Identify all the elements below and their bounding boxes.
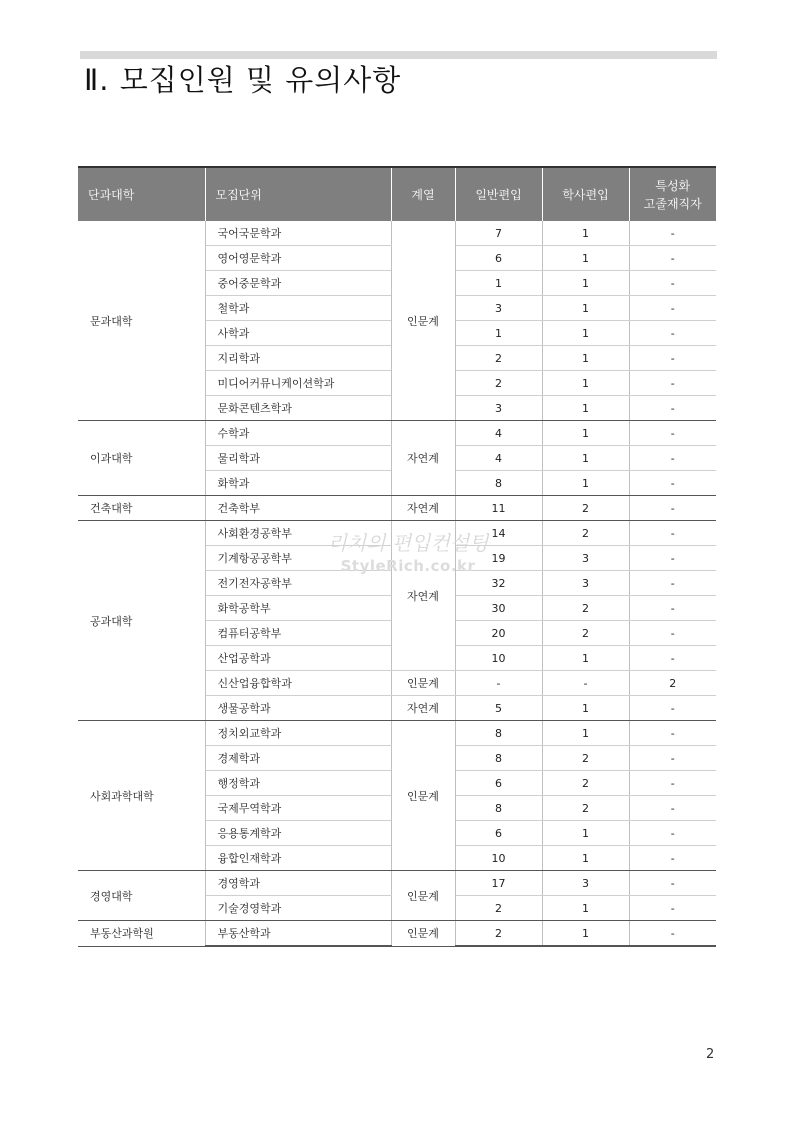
bachelor-count-cell: 2 (542, 496, 629, 521)
general-count-cell: 2 (455, 896, 542, 921)
table-row (78, 521, 716, 546)
special-count-cell: - (629, 446, 716, 471)
general-count-cell: 6 (455, 246, 542, 271)
category-cell: 자연계 (391, 696, 455, 721)
bachelor-count-cell: 1 (542, 646, 629, 671)
unit-cell: 문화콘텐츠학과 (205, 396, 391, 421)
bachelor-count-cell: 2 (542, 746, 629, 771)
header-special (629, 167, 716, 221)
college-cell: 공과대학 (78, 521, 205, 721)
unit-cell: 부동산학과 (205, 921, 391, 947)
unit-cell: 미디어커뮤니케이션학과 (205, 371, 391, 396)
college-cell: 이과대학 (78, 421, 205, 496)
general-count-cell: 1 (455, 321, 542, 346)
watermark-line1: 리치의 편입컨설팅 (327, 531, 489, 555)
general-count-cell: 8 (455, 746, 542, 771)
college-cell: 경영대학 (78, 871, 205, 921)
bachelor-count-cell: 1 (542, 696, 629, 721)
unit-cell: 경제학과 (205, 746, 391, 771)
unit-cell: 응용통계학과 (205, 821, 391, 846)
special-count-cell: - (629, 821, 716, 846)
special-count-cell: - (629, 721, 716, 746)
unit-cell: 융합인재학과 (205, 846, 391, 871)
college-cell: 부동산과학원 (78, 921, 205, 947)
special-count-cell: - (629, 296, 716, 321)
recruitment-table (78, 166, 716, 947)
header-special-line1: 특성화 (655, 178, 691, 193)
top-divider-bar (80, 51, 717, 59)
general-count-cell: 30 (455, 596, 542, 621)
category-cell: 자연계 (391, 421, 455, 496)
general-count-cell: - (455, 671, 542, 696)
unit-cell: 중어중문학과 (205, 271, 391, 296)
special-count-cell: - (629, 746, 716, 771)
table-row (78, 921, 716, 947)
special-count-cell: - (629, 471, 716, 496)
unit-cell: 화학과 (205, 471, 391, 496)
bachelor-count-cell: 1 (542, 471, 629, 496)
general-count-cell: 11 (455, 496, 542, 521)
special-count-cell: - (629, 696, 716, 721)
general-count-cell: 4 (455, 421, 542, 446)
unit-cell: 사회환경공학부 (205, 521, 391, 546)
table-header-row (78, 167, 716, 221)
header-special-line2: 고졸재직자 (643, 196, 702, 211)
unit-cell: 컴퓨터공학부 (205, 621, 391, 646)
general-count-cell: 14 (455, 521, 542, 546)
bachelor-count-cell: 1 (542, 321, 629, 346)
unit-cell: 화학공학부 (205, 596, 391, 621)
bachelor-count-cell: - (542, 671, 629, 696)
special-count-cell: - (629, 546, 716, 571)
special-count-cell: - (629, 396, 716, 421)
bachelor-count-cell: 2 (542, 596, 629, 621)
unit-cell: 물리학과 (205, 446, 391, 471)
bachelor-count-cell: 1 (542, 296, 629, 321)
special-count-cell: - (629, 896, 716, 921)
special-count-cell: 2 (629, 671, 716, 696)
header-unit: 모집단위 (205, 167, 391, 221)
table-row (78, 421, 716, 446)
special-count-cell: - (629, 846, 716, 871)
general-count-cell: 2 (455, 371, 542, 396)
general-count-cell: 1 (455, 271, 542, 296)
bachelor-count-cell: 1 (542, 896, 629, 921)
bachelor-count-cell: 1 (542, 721, 629, 746)
special-count-cell: - (629, 871, 716, 896)
header-bachelor: 학사편입 (542, 167, 629, 221)
unit-cell: 기계항공공학부 (205, 546, 391, 571)
general-count-cell: 6 (455, 821, 542, 846)
unit-cell: 경영학과 (205, 871, 391, 896)
unit-cell: 기술경영학과 (205, 896, 391, 921)
bachelor-count-cell: 1 (542, 221, 629, 246)
unit-cell: 수학과 (205, 421, 391, 446)
table-row (78, 221, 716, 246)
college-cell: 사회과학대학 (78, 721, 205, 871)
special-count-cell: - (629, 246, 716, 271)
college-cell: 문과대학 (78, 221, 205, 421)
bachelor-count-cell: 1 (542, 821, 629, 846)
bachelor-count-cell: 1 (542, 921, 629, 947)
special-count-cell: - (629, 421, 716, 446)
page-title: Ⅱ. 모집인원 및 유의사항 (84, 63, 402, 97)
header-general: 일반편입 (455, 167, 542, 221)
category-cell: 인문계 (391, 671, 455, 696)
special-count-cell: - (629, 371, 716, 396)
general-count-cell: 2 (455, 921, 542, 947)
general-count-cell: 5 (455, 696, 542, 721)
unit-cell: 행정학과 (205, 771, 391, 796)
bachelor-count-cell: 2 (542, 796, 629, 821)
general-count-cell: 19 (455, 546, 542, 571)
special-count-cell: - (629, 621, 716, 646)
special-count-cell: - (629, 921, 716, 947)
bachelor-count-cell: 3 (542, 871, 629, 896)
bachelor-count-cell: 1 (542, 371, 629, 396)
special-count-cell: - (629, 596, 716, 621)
unit-cell: 국제무역학과 (205, 796, 391, 821)
special-count-cell: - (629, 321, 716, 346)
special-count-cell: - (629, 271, 716, 296)
header-college: 단과대학 (78, 167, 205, 221)
general-count-cell: 20 (455, 621, 542, 646)
bachelor-count-cell: 3 (542, 546, 629, 571)
table-row (78, 496, 716, 521)
unit-cell: 국어국문학과 (205, 221, 391, 246)
unit-cell: 건축학부 (205, 496, 391, 521)
bachelor-count-cell: 1 (542, 421, 629, 446)
unit-cell: 생물공학과 (205, 696, 391, 721)
table-row (78, 721, 716, 746)
header-category: 계열 (391, 167, 455, 221)
unit-cell: 정치외교학과 (205, 721, 391, 746)
general-count-cell: 4 (455, 446, 542, 471)
category-cell: 인문계 (391, 871, 455, 921)
unit-cell: 전기전자공학부 (205, 571, 391, 596)
unit-cell: 산업공학과 (205, 646, 391, 671)
special-count-cell: - (629, 221, 716, 246)
general-count-cell: 8 (455, 471, 542, 496)
general-count-cell: 10 (455, 646, 542, 671)
special-count-cell: - (629, 496, 716, 521)
table-row (78, 871, 716, 896)
special-count-cell: - (629, 521, 716, 546)
bachelor-count-cell: 3 (542, 571, 629, 596)
special-count-cell: - (629, 571, 716, 596)
special-count-cell: - (629, 646, 716, 671)
unit-cell: 지리학과 (205, 346, 391, 371)
category-cell: 자연계 (391, 496, 455, 521)
category-cell: 자연계 (391, 521, 455, 671)
category-cell: 인문계 (391, 921, 455, 947)
general-count-cell: 2 (455, 346, 542, 371)
category-cell: 인문계 (391, 721, 455, 871)
general-count-cell: 32 (455, 571, 542, 596)
general-count-cell: 7 (455, 221, 542, 246)
bachelor-count-cell: 2 (542, 621, 629, 646)
watermark-line2: StyleRich.co.kr (340, 557, 476, 575)
general-count-cell: 6 (455, 771, 542, 796)
category-cell: 인문계 (391, 221, 455, 421)
unit-cell: 사학과 (205, 321, 391, 346)
bachelor-count-cell: 1 (542, 346, 629, 371)
special-count-cell: - (629, 796, 716, 821)
general-count-cell: 3 (455, 296, 542, 321)
bachelor-count-cell: 1 (542, 271, 629, 296)
unit-cell: 철학과 (205, 296, 391, 321)
unit-cell: 영어영문학과 (205, 246, 391, 271)
general-count-cell: 3 (455, 396, 542, 421)
unit-cell: 신산업융합학과 (205, 671, 391, 696)
bachelor-count-cell: 2 (542, 771, 629, 796)
general-count-cell: 8 (455, 721, 542, 746)
page-number: 2 (706, 1047, 715, 1062)
general-count-cell: 17 (455, 871, 542, 896)
bachelor-count-cell: 1 (542, 396, 629, 421)
table-body (78, 221, 716, 946)
bachelor-count-cell: 2 (542, 521, 629, 546)
special-count-cell: - (629, 346, 716, 371)
special-count-cell: - (629, 771, 716, 796)
bachelor-count-cell: 1 (542, 846, 629, 871)
bachelor-count-cell: 1 (542, 246, 629, 271)
general-count-cell: 10 (455, 846, 542, 871)
college-cell: 건축대학 (78, 496, 205, 521)
bachelor-count-cell: 1 (542, 446, 629, 471)
general-count-cell: 8 (455, 796, 542, 821)
